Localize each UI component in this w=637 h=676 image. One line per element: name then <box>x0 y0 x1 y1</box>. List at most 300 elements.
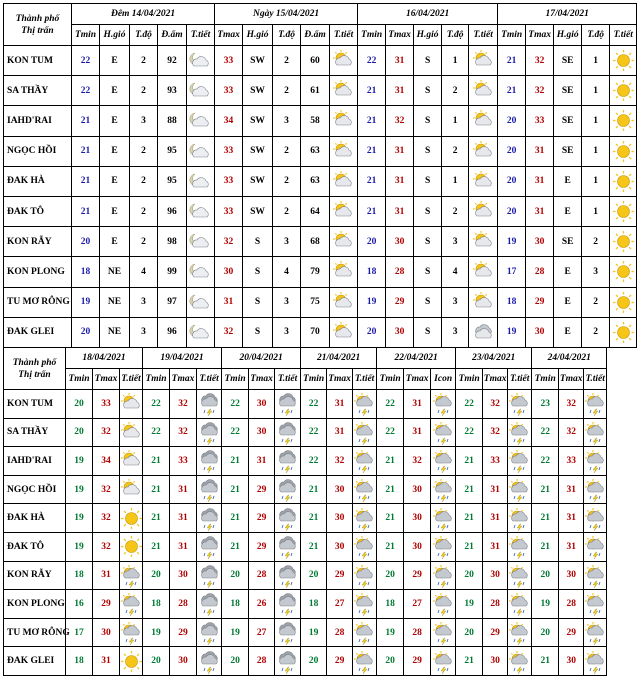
cell-tmax: 29 <box>249 532 275 561</box>
cell-tmax: 32 <box>93 532 120 561</box>
column-header-tmin: Tmin <box>456 369 483 390</box>
column-header-tmin: Tmin <box>66 369 93 390</box>
cell-t: 3 <box>582 257 610 287</box>
table-row <box>4 136 637 166</box>
cell-tmin: 21 <box>222 447 249 476</box>
cell-tmin: 21 <box>143 447 170 476</box>
cell-tmin: 17 <box>66 618 93 647</box>
city-header-line2: Thị trấn <box>21 25 54 36</box>
cell-tmax: 29 <box>404 647 431 676</box>
thunderstorm-icon <box>275 647 301 676</box>
cell-h-gi: S <box>414 227 442 257</box>
cell-tmin: 22 <box>301 418 327 447</box>
cell-tmax: 31 <box>170 504 197 533</box>
cell-tmax: 29 <box>386 287 414 317</box>
table-row <box>4 447 607 476</box>
night-cloudy-icon <box>187 287 215 317</box>
cell-tmax: 31 <box>483 532 508 561</box>
cell-tmin: 20 <box>222 561 249 590</box>
city-name: SA THẦY <box>4 76 72 106</box>
city-header-line1: Thành phố <box>15 13 60 24</box>
cell-tmax: 26 <box>249 590 275 619</box>
cell-tmin: 21 <box>358 196 386 226</box>
cell-tmax: 32 <box>327 447 353 476</box>
date-header-24-04-2021: 24/04/2021 <box>532 348 607 369</box>
cell-h-gi: SE <box>554 106 582 136</box>
cell-tmin: 20 <box>301 561 327 590</box>
cell-tmin: 22 <box>377 418 404 447</box>
cell-tmax: 31 <box>170 475 197 504</box>
sun-storm-icon <box>120 590 143 619</box>
cell-t: 2 <box>582 317 610 347</box>
cell-m: 98 <box>158 227 187 257</box>
sun-cloud-icon <box>469 166 498 196</box>
cell-t: 1 <box>582 166 610 196</box>
cell-t: 2 <box>273 76 301 106</box>
cell-h-gi: NE <box>100 317 130 347</box>
cell-tmin: 21 <box>358 166 386 196</box>
sun-storm-icon <box>353 418 377 447</box>
cell-t: 2 <box>582 227 610 257</box>
sun-storm-icon <box>353 618 377 647</box>
column-header-t-ti-t: T.tiết <box>275 369 301 390</box>
cell-tmin: 22 <box>358 46 386 76</box>
column-header-t-ti-t: T.tiết <box>469 25 498 46</box>
table-row <box>4 418 607 447</box>
table-row <box>4 46 637 76</box>
sun-storm-icon <box>353 447 377 476</box>
sunny-icon <box>610 136 637 166</box>
cell-tmax: 30 <box>170 561 197 590</box>
cell-tmin: 18 <box>222 590 249 619</box>
cell-tmin: 19 <box>377 618 404 647</box>
column-header-tmin: Tmin <box>377 369 404 390</box>
sun-cloud-icon <box>120 390 143 419</box>
cell-tmax: 32 <box>526 46 554 76</box>
cell-t: 3 <box>442 317 469 347</box>
sun-cloud-icon <box>330 317 358 347</box>
sun-storm-icon <box>431 618 456 647</box>
sun-storm-icon <box>353 647 377 676</box>
cell-tmin: 21 <box>222 504 249 533</box>
column-header-t-ti-t: T.tiết <box>120 369 143 390</box>
cell-tmin: 21 <box>222 532 249 561</box>
cell-tmin: 21 <box>377 504 404 533</box>
cell-tmax: 32 <box>483 418 508 447</box>
cell-tmax: 27 <box>327 590 353 619</box>
cell-tmax: 28 <box>526 257 554 287</box>
cell-t: 2 <box>273 136 301 166</box>
cell-tmin: 21 <box>358 76 386 106</box>
cell-tmax: 31 <box>404 390 431 419</box>
thunderstorm-icon <box>197 390 222 419</box>
cell-tmax: 32 <box>559 390 584 419</box>
sun-storm-icon <box>120 561 143 590</box>
sun-storm-icon <box>584 590 607 619</box>
sun-cloud-icon <box>469 287 498 317</box>
cell-t: 1 <box>582 106 610 136</box>
cell-tmax: 34 <box>215 106 243 136</box>
city-name: ĐAK TÔ <box>4 196 72 226</box>
cell-tmin: 20 <box>498 166 526 196</box>
cell-m: 58 <box>301 106 330 136</box>
sun-storm-icon <box>431 475 456 504</box>
night-cloudy-icon <box>187 317 215 347</box>
sun-storm-icon <box>584 647 607 676</box>
cell-tmin: 19 <box>143 618 170 647</box>
sun-storm-icon <box>353 590 377 619</box>
city-name: KON PLONG <box>4 257 72 287</box>
sun-cloud-icon <box>469 196 498 226</box>
column-header-tmin: Tmin <box>532 369 559 390</box>
cell-tmax: 31 <box>93 561 120 590</box>
cell-t: 3 <box>442 227 469 257</box>
cell-t: 2 <box>130 76 158 106</box>
sun-storm-icon <box>431 418 456 447</box>
column-header-t-ti-t: T.tiết <box>187 25 215 46</box>
sun-cloud-icon <box>469 46 498 76</box>
cell-tmax: 30 <box>249 390 275 419</box>
cell-tmax: 33 <box>215 76 243 106</box>
cell-tmin: 20 <box>66 418 93 447</box>
table-row <box>4 390 607 419</box>
cell-t: 2 <box>442 76 469 106</box>
sun-storm-icon <box>431 647 456 676</box>
city-header-line1: Thành phố <box>12 357 57 368</box>
cell-tmin: 21 <box>358 136 386 166</box>
night-cloudy-icon <box>187 227 215 257</box>
city-name: KON PLONG <box>4 590 66 619</box>
cell-tmax: 31 <box>559 532 584 561</box>
night-cloudy-icon <box>187 76 215 106</box>
cell-h-gi: E <box>100 227 130 257</box>
column-header-tmin: Tmin <box>498 25 526 46</box>
cell-tmin: 18 <box>72 257 100 287</box>
cell-tmax: 31 <box>526 166 554 196</box>
table-row <box>4 475 607 504</box>
sun-storm-icon <box>431 532 456 561</box>
cell-t: 4 <box>442 257 469 287</box>
cell-tmin: 19 <box>498 317 526 347</box>
sun-cloud-icon <box>330 166 358 196</box>
cell-tmin: 22 <box>377 390 404 419</box>
column-header-tmin: Tmin <box>143 369 170 390</box>
cell-m: 93 <box>158 76 187 106</box>
cell-tmax: 31 <box>386 166 414 196</box>
cell-t: 2 <box>130 46 158 76</box>
column-header-t: T.độ <box>273 25 301 46</box>
night-cloudy-icon <box>187 46 215 76</box>
sun-cloud-icon <box>469 76 498 106</box>
cell-tmin: 21 <box>222 475 249 504</box>
column-header-tmax: Tmax <box>249 369 275 390</box>
forecast-table-2 <box>3 347 607 676</box>
cell-tmin: 21 <box>377 532 404 561</box>
cell-tmin: 21 <box>377 447 404 476</box>
cell-tmin: 20 <box>358 227 386 257</box>
table-row <box>4 106 637 136</box>
thunderstorm-icon <box>275 532 301 561</box>
cell-m: 97 <box>158 287 187 317</box>
cell-tmax: 31 <box>249 447 275 476</box>
cell-m: 96 <box>158 317 187 347</box>
column-header-t: T.độ <box>130 25 158 46</box>
cell-t: 1 <box>582 76 610 106</box>
date-header-22-04-2021: 22/04/2021 <box>377 348 456 369</box>
cell-m: 95 <box>158 136 187 166</box>
thunderstorm-icon <box>275 447 301 476</box>
cell-tmax: 29 <box>327 647 353 676</box>
sunny-icon <box>610 317 637 347</box>
cell-tmax: 33 <box>215 136 243 166</box>
cell-tmin: 18 <box>143 590 170 619</box>
cell-tmin: 21 <box>72 106 100 136</box>
cell-tmax: 29 <box>170 618 197 647</box>
cell-tmax: 30 <box>327 504 353 533</box>
column-header-t-ti-t: T.tiết <box>584 369 607 390</box>
cell-tmin: 21 <box>72 136 100 166</box>
cell-h-gi: SW <box>243 46 273 76</box>
cell-tmin: 21 <box>532 532 559 561</box>
sun-storm-icon <box>584 532 607 561</box>
table-row <box>4 257 637 287</box>
cell-tmax: 28 <box>483 590 508 619</box>
sun-storm-icon <box>508 418 532 447</box>
cell-tmin: 21 <box>143 532 170 561</box>
thunderstorm-icon <box>197 475 222 504</box>
sun-storm-icon <box>584 618 607 647</box>
sun-cloud-icon <box>330 46 358 76</box>
cell-h-gi: SE <box>554 136 582 166</box>
cell-h-gi: S <box>414 287 442 317</box>
sun-cloud-icon <box>469 227 498 257</box>
cell-tmin: 21 <box>72 196 100 226</box>
cell-m: 63 <box>301 136 330 166</box>
thunderstorm-icon <box>275 590 301 619</box>
cell-t: 1 <box>442 106 469 136</box>
sun-cloud-icon <box>120 418 143 447</box>
cell-tmin: 21 <box>498 76 526 106</box>
cell-tmax: 31 <box>483 504 508 533</box>
cell-t: 2 <box>130 227 158 257</box>
cell-tmin: 22 <box>456 390 483 419</box>
cell-t: 1 <box>582 136 610 166</box>
cell-tmin: 19 <box>222 618 249 647</box>
cell-tmax: 28 <box>559 590 584 619</box>
column-header-tmax: Tmax <box>559 369 584 390</box>
cell-m: 63 <box>301 166 330 196</box>
sun-cloud-icon <box>330 287 358 317</box>
cell-tmin: 19 <box>66 504 93 533</box>
sun-storm-icon <box>508 618 532 647</box>
sun-cloud-icon <box>330 227 358 257</box>
sun-storm-icon <box>584 390 607 419</box>
cell-h-gi: NE <box>100 287 130 317</box>
cell-tmax: 28 <box>404 618 431 647</box>
sun-storm-icon <box>584 418 607 447</box>
thunderstorm-icon <box>197 418 222 447</box>
cell-h-gi: SW <box>243 166 273 196</box>
sun-storm-icon <box>508 447 532 476</box>
cell-tmax: 27 <box>249 618 275 647</box>
sun-cloud-icon <box>330 257 358 287</box>
column-header-tmax: Tmax <box>404 369 431 390</box>
cell-tmin: 19 <box>66 447 93 476</box>
thunderstorm-icon <box>197 618 222 647</box>
column-header-h-gi: H.gió <box>100 25 130 46</box>
cell-m: 79 <box>301 257 330 287</box>
cell-tmin: 20 <box>72 317 100 347</box>
cell-tmin: 21 <box>498 46 526 76</box>
sun-storm-icon <box>508 561 532 590</box>
cell-tmin: 20 <box>456 561 483 590</box>
cell-m: 75 <box>301 287 330 317</box>
cell-tmax: 30 <box>526 317 554 347</box>
night-cloudy-icon <box>187 136 215 166</box>
thunderstorm-icon <box>197 504 222 533</box>
cell-tmax: 32 <box>93 418 120 447</box>
city-name: ĐAK GLEI <box>4 647 66 676</box>
cell-h-gi: S <box>414 166 442 196</box>
cell-tmax: 29 <box>93 590 120 619</box>
cell-h-gi: S <box>414 317 442 347</box>
sunny-icon <box>610 46 637 76</box>
cell-tmax: 30 <box>386 227 414 257</box>
cell-t: 2 <box>442 136 469 166</box>
cell-h-gi: E <box>100 136 130 166</box>
city-name: IAHD'RAI <box>4 447 66 476</box>
cell-t: 4 <box>273 257 301 287</box>
cell-tmax: 28 <box>249 647 275 676</box>
cell-tmin: 21 <box>456 504 483 533</box>
cell-tmin: 19 <box>301 618 327 647</box>
cell-tmin: 20 <box>358 317 386 347</box>
cell-tmin: 20 <box>532 618 559 647</box>
column-header-h-gi: H.gió <box>554 25 582 46</box>
cell-tmin: 21 <box>456 475 483 504</box>
cell-tmin: 19 <box>498 227 526 257</box>
city-name: IAHD'RAI <box>4 106 72 136</box>
date-header-ng-y-15-04-2021: Ngày 15/04/2021 <box>215 4 358 25</box>
column-header-tmax: Tmax <box>327 369 353 390</box>
cell-tmax: 32 <box>483 390 508 419</box>
cell-h-gi: S <box>414 257 442 287</box>
table-row <box>4 76 637 106</box>
cell-t: 4 <box>130 257 158 287</box>
cell-tmin: 22 <box>456 418 483 447</box>
city-name: KON RẪY <box>4 561 66 590</box>
cell-t: 3 <box>273 227 301 257</box>
cell-tmin: 20 <box>498 136 526 166</box>
column-header-m: Đ.ẩm <box>301 25 330 46</box>
cell-tmax: 33 <box>170 447 197 476</box>
cell-tmax: 28 <box>386 257 414 287</box>
sunny-icon <box>610 287 637 317</box>
cell-tmin: 19 <box>456 590 483 619</box>
cell-h-gi: E <box>100 196 130 226</box>
cell-tmin: 20 <box>377 647 404 676</box>
cell-tmax: 33 <box>215 46 243 76</box>
cell-tmax: 33 <box>559 447 584 476</box>
cell-tmin: 19 <box>72 287 100 317</box>
cell-tmax: 29 <box>404 561 431 590</box>
cell-h-gi: SW <box>243 196 273 226</box>
cell-tmin: 21 <box>532 504 559 533</box>
cell-t: 1 <box>442 46 469 76</box>
cell-tmax: 32 <box>93 475 120 504</box>
sun-cloud-icon <box>330 106 358 136</box>
city-name: TU MƠ RÔNG <box>4 618 66 647</box>
thunderstorm-icon <box>197 532 222 561</box>
column-header-tmax: Tmax <box>483 369 508 390</box>
column-header-tmax: Tmax <box>526 25 554 46</box>
cell-tmin: 17 <box>498 257 526 287</box>
sunny-icon <box>120 504 143 533</box>
cell-tmax: 31 <box>327 418 353 447</box>
cell-tmin: 18 <box>301 590 327 619</box>
column-header-t: T.độ <box>582 25 610 46</box>
cell-h-gi: SW <box>243 136 273 166</box>
night-cloudy-icon <box>187 106 215 136</box>
cell-tmax: 34 <box>93 447 120 476</box>
cell-tmin: 22 <box>301 447 327 476</box>
sunny-icon <box>610 227 637 257</box>
sun-storm-icon <box>353 504 377 533</box>
date-header-20-04-2021: 20/04/2021 <box>222 348 301 369</box>
cell-tmax: 30 <box>327 532 353 561</box>
cell-tmax: 32 <box>170 390 197 419</box>
city-name: ĐAK TÔ <box>4 532 66 561</box>
sun-storm-icon <box>584 561 607 590</box>
cell-h-gi: SE <box>554 227 582 257</box>
cell-t: 3 <box>130 317 158 347</box>
sun-cloud-icon <box>120 475 143 504</box>
cell-tmax: 31 <box>559 504 584 533</box>
cell-tmax: 30 <box>170 647 197 676</box>
cell-tmax: 30 <box>327 475 353 504</box>
cell-tmax: 31 <box>386 76 414 106</box>
cell-t: 2 <box>130 196 158 226</box>
sun-cloud-icon <box>330 76 358 106</box>
city-name: TU MƠ RÔNG <box>4 287 72 317</box>
cell-h-gi: E <box>100 166 130 196</box>
sun-storm-icon <box>120 618 143 647</box>
cell-tmax: 30 <box>404 532 431 561</box>
cell-tmin: 20 <box>498 106 526 136</box>
cell-tmin: 16 <box>66 590 93 619</box>
cell-h-gi: S <box>414 46 442 76</box>
cell-tmax: 31 <box>483 475 508 504</box>
sun-storm-icon <box>431 590 456 619</box>
cell-tmax: 32 <box>170 418 197 447</box>
city-name: NGỌC HỒI <box>4 136 72 166</box>
night-cloudy-icon <box>187 166 215 196</box>
cell-tmax: 33 <box>215 196 243 226</box>
sun-storm-icon <box>584 504 607 533</box>
cell-h-gi: S <box>414 76 442 106</box>
column-header-t-ti-t: T.tiết <box>508 369 532 390</box>
city-name: ĐAK HÀ <box>4 166 72 196</box>
cell-tmax: 31 <box>386 196 414 226</box>
cell-m: 95 <box>158 166 187 196</box>
cell-tmin: 21 <box>377 475 404 504</box>
column-header-tmax: Tmax <box>170 369 197 390</box>
cell-tmax: 27 <box>404 590 431 619</box>
cell-tmin: 20 <box>143 561 170 590</box>
thunderstorm-icon <box>275 475 301 504</box>
cell-tmax: 31 <box>327 390 353 419</box>
cell-tmin: 20 <box>72 227 100 257</box>
